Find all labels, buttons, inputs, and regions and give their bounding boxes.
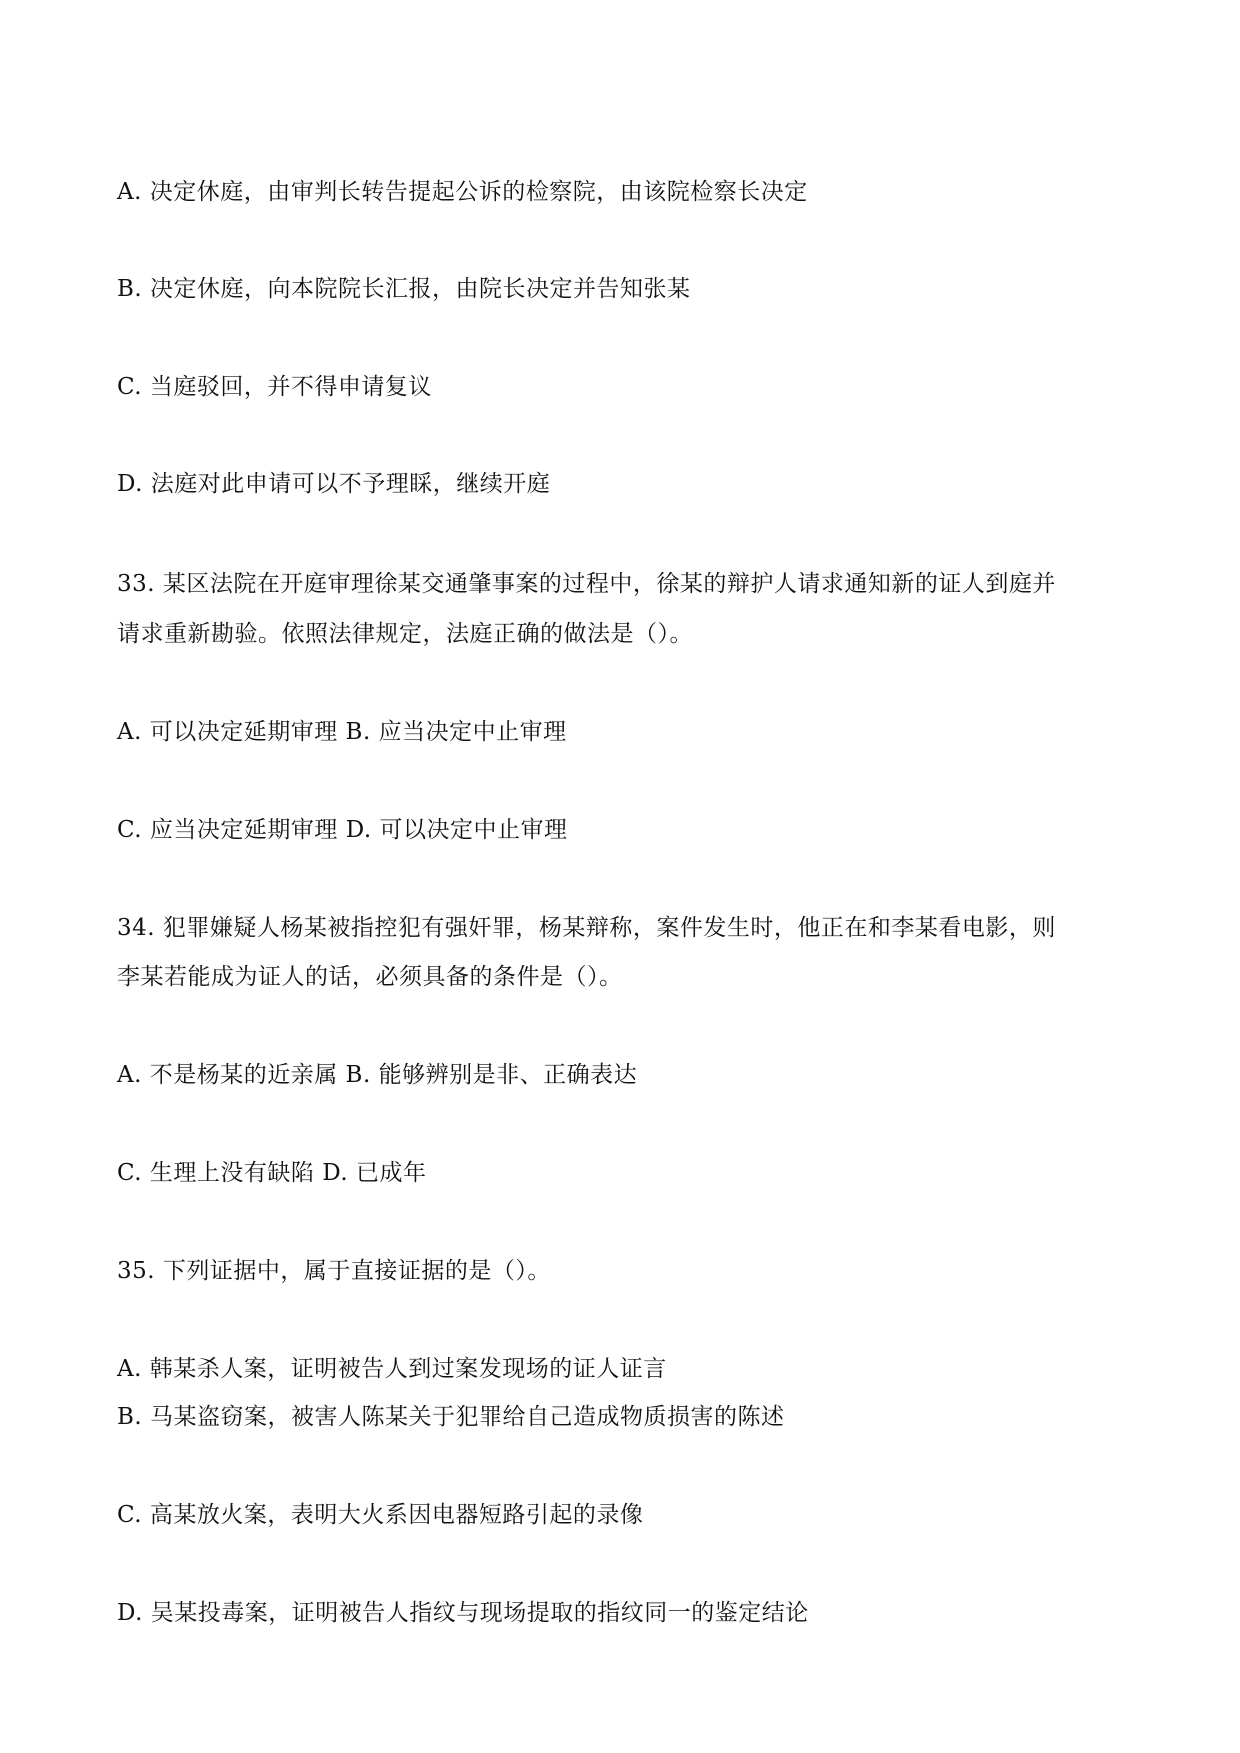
q34-stem-line2: 李某若能成为证人的话，必须具备的条件是（）。 (117, 964, 623, 990)
q33-stem-line2: 请求重新勘验。依照法律规定，法庭正确的做法是（）。 (117, 621, 693, 647)
q33-options-cd: C. 应当决定延期审理 D. 可以决定中止审理 (117, 817, 568, 843)
q35-stem: 35. 下列证据中，属于直接证据的是（）。 (117, 1258, 551, 1284)
q34-options-ab: A. 不是杨某的近亲属 B. 能够辨别是非、正确表达 (117, 1062, 638, 1088)
q34-options-cd: C. 生理上没有缺陷 D. 已成年 (117, 1160, 427, 1186)
q32-option-c: C. 当庭驳回，并不得申请复议 (117, 374, 432, 400)
q32-option-a: A. 决定休庭，由审判长转告提起公诉的检察院，由该院检察长决定 (117, 179, 808, 205)
q34-stem-line1: 34. 犯罪嫌疑人杨某被指控犯有强奸罪，杨某辩称，案件发生时，他正在和李某看电影，则 (117, 915, 1056, 941)
q33-options-ab: A. 可以决定延期审理 B. 应当决定中止审理 (117, 719, 567, 745)
q35-option-d: D. 吴某投毒案，证明被告人指纹与现场提取的指纹同一的鉴定结论 (117, 1600, 809, 1626)
q33-stem-line1: 33. 某区法院在开庭审理徐某交通肇事案的过程中，徐某的辩护人请求通知新的证人到庭并 (117, 571, 1056, 597)
q35-option-c: C. 高某放火案，表明大火系因电器短路引起的录像 (117, 1502, 644, 1528)
q32-option-b: B. 决定休庭，向本院院长汇报，由院长决定并告知张某 (117, 276, 691, 302)
q35-option-a: A. 韩某杀人案，证明被告人到过案发现场的证人证言 (117, 1356, 667, 1382)
q35-option-b: B. 马某盗窃案，被害人陈某关于犯罪给自己造成物质损害的陈述 (117, 1404, 785, 1430)
q32-option-d: D. 法庭对此申请可以不予理睬，继续开庭 (117, 471, 551, 497)
